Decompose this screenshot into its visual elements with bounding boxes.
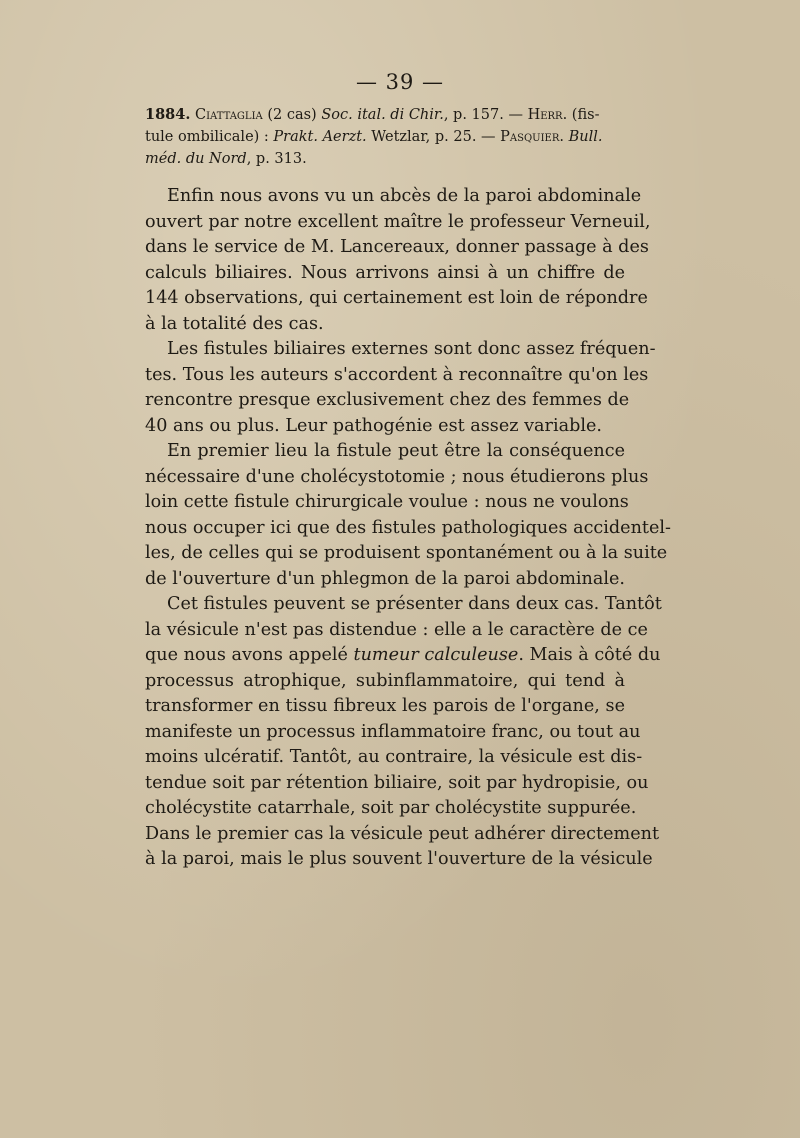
text-line: rencontre presque exclusivement chez des femmes de — [145, 390, 630, 410]
text-line: à la paroi, mais le plus souvent l'ouverture de la vésicule — [145, 849, 653, 869]
text-line: 40 ans ou plus. Leur pathogénie est assez variable. — [145, 415, 602, 436]
biblio-author: Pasquier. — [500, 129, 564, 145]
text-line: loin cette fistule chirurgicale voulue : nous ne voulons — [145, 492, 629, 512]
text-line: nous occuper ici que des fistules pathologiques accidentel- — [145, 517, 671, 538]
text-line: à la totalité des cas. — [145, 313, 324, 334]
biblio-journal: Soc. ital. di Chir. — [321, 107, 444, 123]
text-line: processus atrophique, subinflammatoire, qui tend à — [145, 670, 625, 691]
text-line: ouvert par notre excellent maître le professeur Verneuil, — [145, 211, 651, 232]
paragraph-1 — [145, 184, 651, 337]
text-line: transformer en tissu fibreux les parois de l'organe, se — [145, 696, 625, 716]
biblio-line-3 — [145, 148, 635, 170]
italic-term: tumeur calculeuse — [353, 645, 519, 665]
text-line: dans le service de M. Lancereaux, donner passage à des — [145, 237, 649, 257]
text-line: Dans le premier cas la vésicule peut adhérer directement — [145, 823, 660, 844]
bibliography-note — [145, 104, 635, 170]
text-line: de l'ouverture d'un phlegmon de la paroi abdominale. — [145, 568, 625, 589]
biblio-text: (fis- — [567, 107, 600, 123]
biblio-author: Herr. — [527, 107, 568, 123]
text-line: les, de celles qui se produisent spontanément ou à la suite — [145, 543, 668, 563]
page-number: — 39 — — [355, 70, 445, 94]
text-line: manifeste un processus inflammatoire franc, ou tout au — [145, 721, 641, 742]
biblio-text: Wetzlar, p. 25. — — [366, 129, 501, 145]
biblio-text: , p. 157. — — [443, 107, 528, 123]
text-line: Enfin nous avons vu un abcès de la paroi abdominale — [167, 186, 642, 206]
text-line: Cet fistules peuvent se présenter dans deux cas. Tantôt — [167, 594, 662, 614]
text-run: que nous avons appelé — [145, 645, 354, 665]
text-line: En premier lieu la fistule peut être la conséquence — [167, 441, 625, 461]
text-run: . Mais à côté du — [518, 645, 661, 665]
text-line: nécessaire d'une cholécystotomie ; nous étudierons plus — [145, 466, 649, 487]
text-line — [145, 643, 661, 669]
biblio-journal: Bull. — [568, 129, 603, 145]
biblio-author: Ciattaglia — [195, 107, 263, 123]
biblio-journal: méd. du Nord — [145, 151, 247, 167]
text-line: tes. Tous les auteurs s'accordent à reconnaître qu'on les — [145, 364, 649, 385]
paragraph-3 — [145, 439, 671, 592]
biblio-text: , p. 313. — [246, 151, 307, 167]
text-line: calculs biliaires. Nous arrivons ainsi à un chiffre de — [145, 262, 625, 283]
text-line: cholécystite catarrhale, soit par cholécystite suppurée. — [145, 798, 637, 818]
biblio-text: tule ombilicale) : — [145, 129, 274, 145]
text-line: 144 observations, qui certainement est loin de répondre — [145, 288, 648, 308]
biblio-journal: Prakt. Aerzt. — [273, 129, 367, 145]
biblio-line-2 — [145, 126, 635, 148]
text-line: moins ulcératif. Tantôt, au contraire, la vésicule est dis- — [145, 747, 643, 767]
paragraph-4 — [145, 592, 662, 873]
paragraph-2 — [145, 337, 656, 439]
text-line: la vésicule n'est pas distendue : elle a le caractère de ce — [145, 619, 648, 640]
biblio-line-1 — [145, 104, 635, 126]
text-line: tendue soit par rétention biliaire, soit par hydropisie, ou — [145, 772, 649, 793]
biblio-year: 1884. — [145, 106, 191, 123]
text-line: Les fistules biliaires externes sont donc assez fréquen- — [167, 339, 656, 359]
biblio-text: (2 cas) — [262, 107, 322, 123]
body-text — [145, 184, 671, 873]
